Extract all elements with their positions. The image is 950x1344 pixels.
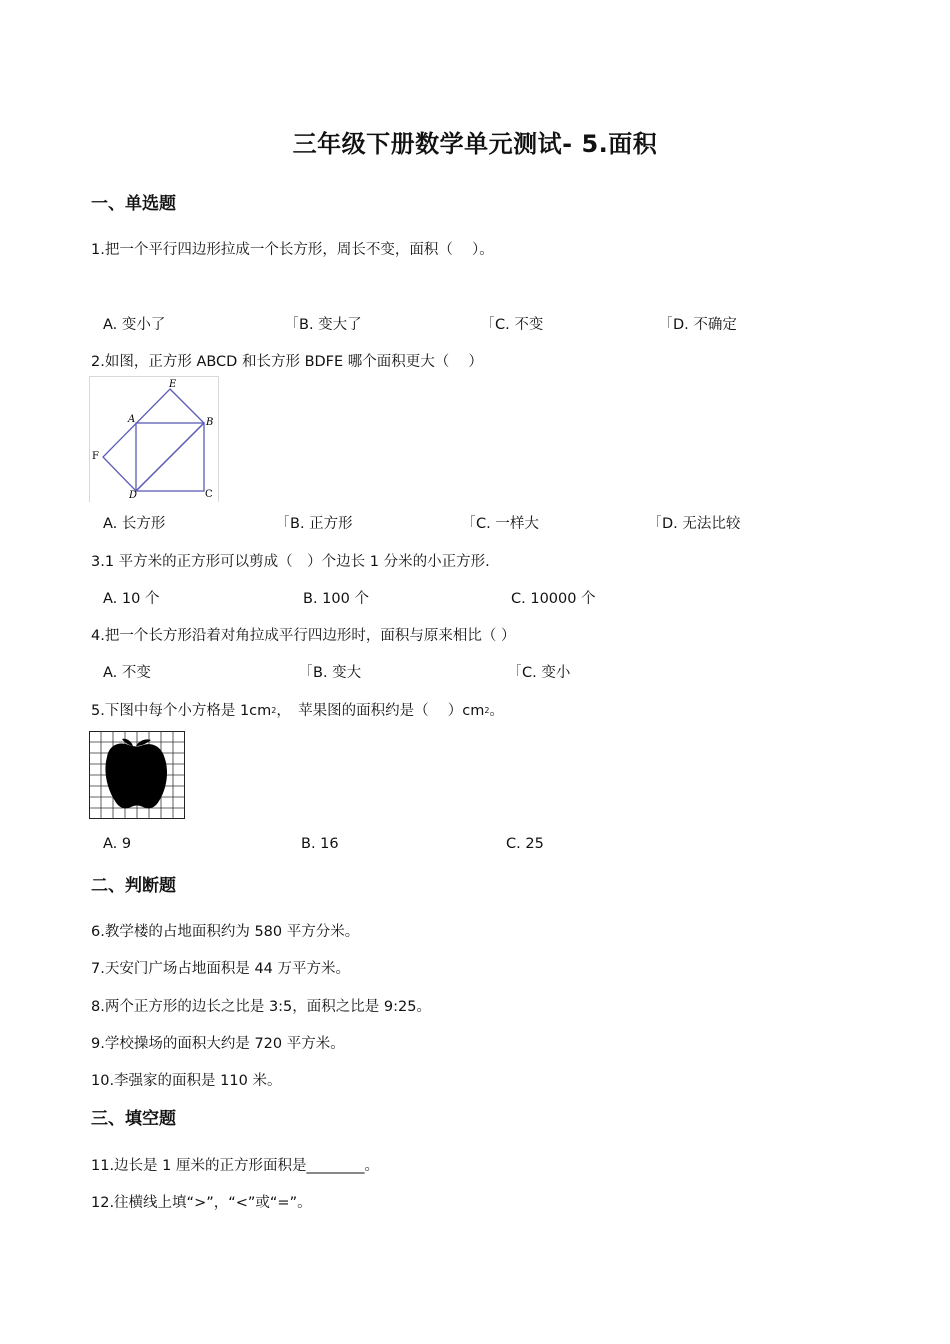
q3-option-a[interactable]: A. 10 个: [103, 591, 160, 607]
section-heading-fill-in: 三、填空题: [91, 1109, 176, 1129]
label-d: D: [129, 490, 138, 501]
label-b: B: [206, 417, 214, 428]
question-1: 1.把一个平行四边形拉成一个长方形，周长不变，面积（ ）。: [91, 242, 494, 258]
q3-option-b[interactable]: B. 100 个: [303, 591, 369, 607]
q2-option-c[interactable]: C. 一样大: [471, 512, 539, 533]
q2-option-a[interactable]: A. 长方形: [103, 516, 166, 532]
question-11: 11.边长是 1 厘米的正方形面积是________。: [91, 1158, 380, 1174]
square-rectangle-figure: [89, 376, 219, 502]
checkbox-icon: [517, 664, 521, 676]
q5-option-b[interactable]: B. 16: [301, 836, 339, 852]
apple-grid-figure: [89, 731, 185, 819]
question-12: 12.往横线上填“>”，“<”或“=”。: [91, 1195, 312, 1211]
question-4: 4.把一个长方形沿着对角拉成平行四边形时，面积与原来相比（ ）: [91, 628, 516, 644]
question-6: 6.教学楼的占地面积约为 580 平方分米。: [91, 924, 360, 940]
q5-option-a[interactable]: A. 9: [103, 836, 132, 852]
label-e: E: [169, 379, 177, 390]
checkbox-icon: [471, 515, 475, 527]
q1-option-b[interactable]: B. 变大了: [294, 313, 362, 334]
label-c: C: [205, 489, 213, 500]
question-5: 5.下图中每个小方格是 $1cm^2$， 苹果图的面积约是（ ）$cm^2$。: [91, 703, 504, 719]
page-title: 三年级下册数学单元测试- 5.面积: [292, 130, 658, 158]
question-8: 8.两个正方形的边长之比是 3:5，面积之比是 9:25。: [91, 999, 431, 1015]
question-7: 7.天安门广场占地面积是 44 万平方米。: [91, 961, 351, 977]
label-a: A: [128, 414, 136, 425]
question-2: 2.如图，正方形 ABCD 和长方形 BDFE 哪个面积更大（ ）: [91, 354, 483, 370]
q3-option-c[interactable]: C. 10000 个: [511, 591, 596, 607]
q2-option-d[interactable]: D. 无法比较: [657, 512, 740, 533]
q4-option-c[interactable]: C. 变小: [517, 661, 570, 682]
section-heading-true-false: 二、判断题: [91, 876, 176, 896]
section-heading-single-choice: 一、单选题: [91, 194, 176, 214]
checkbox-icon: [657, 515, 661, 527]
question-9: 9.学校操场的面积大约是 720 平方米。: [91, 1036, 345, 1052]
q1-option-d[interactable]: D. 不确定: [668, 313, 737, 334]
checkbox-icon: [294, 316, 298, 328]
q4-option-a[interactable]: A. 不变: [103, 665, 151, 681]
q1-option-c[interactable]: C. 不变: [490, 313, 543, 334]
q2-option-b[interactable]: B. 正方形: [285, 512, 353, 533]
q5-option-c[interactable]: C. 25: [506, 836, 544, 852]
checkbox-icon: [285, 515, 289, 527]
checkbox-icon: [308, 664, 312, 676]
label-f: F: [92, 451, 99, 462]
q4-option-b[interactable]: B. 变大: [308, 661, 361, 682]
question-10: 10.李强家的面积是 110 米。: [91, 1073, 282, 1089]
checkbox-icon: [668, 316, 672, 328]
checkbox-icon: [490, 316, 494, 328]
question-3: 3.1 平方米的正方形可以剪成（ ）个边长 1 分米的小正方形.: [91, 554, 490, 570]
q1-option-a[interactable]: A. 变小了: [103, 317, 166, 333]
